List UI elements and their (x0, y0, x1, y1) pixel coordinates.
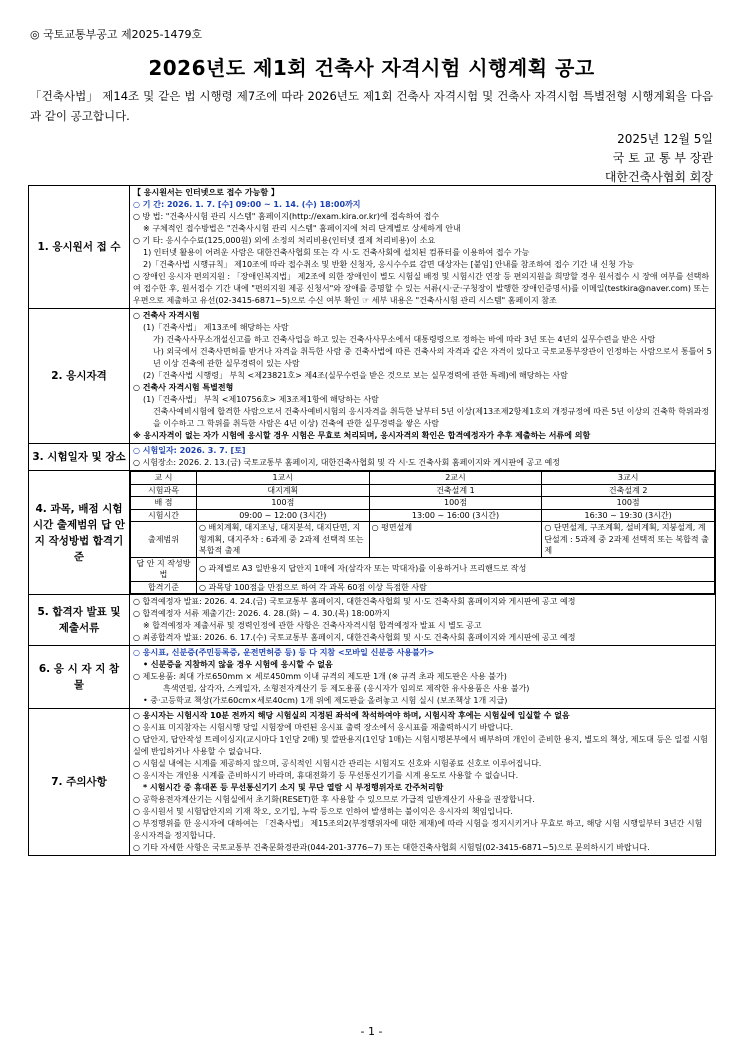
text-line: ○ 기 타: 응시수수료(125,000원) 외에 소정의 처리비용(인터넷 결제 처리비용)이 소요 (133, 236, 436, 245)
section-body (130, 646, 716, 709)
plan-table (28, 185, 716, 856)
text-line: 흑색연필, 삼각자, 스케일자, 소형전자계산기 등 제도용품 (응시자가 임의로 제작한 유사용품은 사용 불가) (163, 684, 530, 693)
text-line: 나) 외국에서 건축사면허를 받거나 자격을 취득한 사람 중 건축사법에 따른 건축사의 자격과 같은 자격이 있다고 국토교통부장관이 인정하는 사람으로서 통틀어 5년 이상 건축에 관한 실무경력이 있는 사람 (153, 347, 712, 368)
section-head: 1. 응시원서 접 수 (29, 186, 130, 309)
table-cell: 2교시 (369, 472, 542, 485)
intro-paragraph: 「건축사법」 제14조 및 같은 법 시행령 제7조에 따라 2026년도 제1회 건축사 자격시험 및 건축사 자격시험 특별전형 시행계획을 다음과 같이 공고합니다. (30, 89, 713, 123)
page-title: 2026년도 제1회 건축사 자격시험 시행계획 공고 (148, 56, 595, 80)
text-line: ○ 시험일자: 2026. 3. 7. [토] (133, 446, 246, 455)
table-cell: 대지계획 (197, 484, 370, 497)
table-cell: 09:00 ~ 12:00 (3시간) (197, 509, 370, 522)
text-line: ○ 방 법: "건축사시험 관리 시스템" 홈페이지(http://exam.kira.or.kr)에 접속하여 접수 (133, 212, 440, 221)
section-head: 5. 합격자 발표 및 제출서류 (29, 595, 130, 646)
text-line: ○ 장애인 응시자 편의지원 : 「장애인복지법」 제2조에 의한 장애인이 별도 시험실 배정 및 시험시간 연장 등 편의지원을 희망할 경우 원서접수 시 장애 여부를 선택하여 접수한 후, 원서접수 기간 내에 "편의지원 제공 신청서"와 장애를 증명할 수 있는 서류(시·군·구청장이 발행한 장애인증명서)를 이메일(testkira@naver.com) 또는 우편으로 제출하고 유선(02-3415-6871~5)으로 수신 여부 확인 ☞ 세부 내용은 "건축사시험 관리 시스템" 홈페이지 참조 (133, 272, 710, 305)
section-body (130, 186, 716, 309)
text-line: ○ 기 간: 2026. 1. 7. [수] 09:00 ~ 1. 14. (수) 18:00까지 (133, 200, 361, 209)
text-line: * 시험시간 중 휴대폰 등 무선통신기기 소지 및 무단 열람 시 부정행위자로 간주처리함 (143, 783, 444, 792)
section-body (130, 444, 716, 471)
text-line: ○ 시험장소: 2026. 2. 13.(금) 국토교통부 홈페이지, 대한건축사협회 및 각 시·도 건축사회 홈페이지와 게시판에 공고 예정 (133, 458, 560, 467)
text-line: ○ 답안지, 답안작성 트레이싱지(교시마다 1인당 2매) 및 깔판용지(1인당 1매)는 시험시행본부에서 배부하며 개인이 준비한 용지, 별도의 책상, 제도대 등은 일절 시험실에 반입하거나 사용할 수 없습니다. (133, 735, 708, 756)
text-line: ○ 응시자는 시험시작 10분 전까지 해당 시험실의 지정된 좌석에 착석하여야 하며, 시험시작 후에는 시험실에 입실할 수 없음 (133, 711, 570, 720)
text-line: ○ 응시원서 및 시험답안지의 기재 착오, 오기입, 누락 등으로 인하여 발생하는 불이익은 응시자의 책임입니다. (133, 807, 513, 816)
text-line: ○ 응시표, 신분증(주민등록증, 운전면허증 등) 등 다 지참 <모바일 신분증 사용불가> (133, 648, 435, 657)
notice-number: ◎ 국토교통부공고 제2025-1479호 (30, 28, 203, 41)
text-line: • 신분증을 지참하지 않을 경우 시험에 응시할 수 없음 (143, 660, 333, 669)
section-head: 4. 과목, 배점 시험시간 출제범위 답 안 지 작성방법 합격기준 (29, 471, 130, 595)
subjects-table (130, 471, 715, 594)
table-cell: 100점 (369, 497, 542, 510)
section-application (29, 186, 716, 309)
row-label: 답 안 지 작성방법 (131, 557, 197, 581)
section-body (130, 309, 716, 444)
text-line: ○ 최종합격자 발표: 2026. 6. 17.(수) 국토교통부 홈페이지, 대한건축사협회 및 시·도 건축사회 홈페이지와 게시판에 공고 예정 (133, 633, 576, 642)
text-line: ○ 공학용전자계산기는 시험실에서 초기화(RESET)한 후 사용할 수 있으므로 가급적 일반계산기 사용을 권장합니다. (133, 795, 535, 804)
text-line: ○ 응시자는 개인용 시계를 준비하시기 바라며, 휴대전화기 등 무선통신기기를 시계 용도로 사용할 수 없습니다. (133, 771, 519, 780)
table-cell: 16:30 ~ 19:30 (3시간) (542, 509, 715, 522)
text-line: ○ 부정행위를 한 응시자에 대하여는 「건축사법」 제15조의2(부정행위자에 대한 제재)에 따라 시험을 정지시키거나 무효로 하고, 해당 시험 시행일부터 3년간 시험 응시자격을 정지합니다. (133, 819, 703, 840)
signer-association: 대한건축사협회 회장 (604, 170, 713, 184)
text-line: ○ 합격예정자 서류 제출기간: 2026. 4. 28.(화) ~ 4. 30.(목) 18:00까지 (133, 609, 390, 618)
section-head: 3. 시험일자 및 장소 (29, 444, 130, 471)
text-line: ○ 건축사 자격시험 (133, 311, 200, 320)
table-cell: ○ 단면설계, 구조계획, 설비계획, 지붕설계, 계단설계 : 5과제 중 2과제 선택적 또는 복합적 출제 (542, 522, 715, 558)
section-date-place (29, 444, 716, 471)
table-cell: ○ 과제별로 A3 일반용지 답안지 1매에 자(삼각자 또는 막대자)를 이용하거나 프리핸드로 작성 (197, 557, 715, 581)
row-label: 시험과목 (131, 484, 197, 497)
text-line: ○ 응시표 미지참자는 시험시행 당일 시험장에 마련된 응시표 출력 장소에서 응시표를 재출력하시기 바랍니다. (133, 723, 514, 732)
table-cell: ○ 배치계획, 대지조닝, 대지분석, 대지단면, 지형계획, 대지주차 : 6과제 중 2과제 선택적 또는 복합적 출제 (197, 522, 370, 558)
text-line: 【 응시원서는 인터넷으로 접수 가능함 】 (133, 188, 279, 197)
text-line: 가) 건축사사무소개설신고를 하고 건축사업을 하고 있는 건축사사무소에서 대통령령으로 정하는 바에 따라 3년 또는 4년의 실무수련을 받은 사람 (153, 335, 656, 344)
text-line: ※ 응시자격이 없는 자가 시험에 응시할 경우 시험은 무효로 처리되며, 응시자격의 확인은 합격예정자가 추후 제출하는 서류에 의함 (133, 431, 591, 440)
text-line: (2)「건축사법 시행령」 부칙 <제23821호> 제4조(실무수련을 받은 것으로 보는 실무경력에 관한 특례)에 해당하는 사람 (143, 371, 568, 380)
signature-block (605, 130, 713, 187)
text-line: ○ 기타 자세한 사항은 국토교통부 건축문화경관과(044-201-3776~7) 또는 대한건축사협회 시험팀(02-3415-6871~5)으로 문의하시기 바랍니다. (133, 843, 650, 852)
issue-date: 2025년 12월 5일 (617, 132, 713, 146)
text-line: ○ 제도용품: 최대 가로650mm × 세로450mm 이내 규격의 제도판 1개 (※ 규격 초과 제도판은 사용 불가) (133, 672, 507, 681)
row-label: 시험시간 (131, 509, 197, 522)
text-line: ※ 구체적인 접수방법은 "건축사시험 관리 시스템" 홈페이지에 처리 단계별로 상세하게 안내 (143, 224, 461, 233)
section-items (29, 646, 716, 709)
section-cautions (29, 709, 716, 856)
section-results (29, 595, 716, 646)
row-label: 배 점 (131, 497, 197, 510)
table-cell: 13:00 ~ 16:00 (3시간) (369, 509, 542, 522)
table-cell: 건축설계 2 (542, 484, 715, 497)
section-body (130, 595, 716, 646)
text-line: 1) 인터넷 활용이 어려운 사람은 대한건축사협회 또는 각 시·도 건축사회에 설치된 컴퓨터를 이용하여 접수 가능 (143, 248, 530, 257)
text-line: 2)「건축사법 시행규칙」 제10조에 따라 접수취소 및 반환 신청자, 응시수수료 감면 대상자는 [붙임] 안내를 참조하여 접수 기간 내 신청 가능 (143, 260, 634, 269)
section-subjects (29, 471, 716, 595)
text-line: ○ 합격예정자 발표: 2026. 4. 24.(금) 국토교통부 홈페이지, 대한건축사협회 및 시·도 건축사회 홈페이지와 게시판에 공고 예정 (133, 597, 576, 606)
table-cell: 3교시 (542, 472, 715, 485)
row-label: 출제범위 (131, 522, 197, 558)
section-head: 2. 응시자격 (29, 309, 130, 444)
table-cell: ○ 과목당 100점을 만점으로 하여 각 과목 60점 이상 득점한 사람 (197, 581, 715, 594)
table-cell: 100점 (542, 497, 715, 510)
text-line: (1)「건축사법」 제13조에 해당하는 사람 (143, 323, 289, 332)
section-head: 6. 응 시 자 지 참 물 (29, 646, 130, 709)
section-eligibility (29, 309, 716, 444)
text-line: ※ 합격예정자 제출서류 및 경력인정에 관한 사항은 건축사자격시험 합격예정자 발표 시 별도 공고 (143, 621, 482, 630)
table-cell: 1교시 (197, 472, 370, 485)
signer-ministry: 국 토 교 통 부 장관 (612, 151, 713, 165)
text-line: 건축사예비시험에 합격한 사람으로서 건축사예비시험의 응시자격을 취득한 날부터 5년 이상(제13조제2항제1호의 개정규정에 따른 5년 이상의 건축학 학위과정을 이수하고 그 학위를 취득한 사람은 4년 이상) 건축에 관한 실무경력을 쌓은 사람 (153, 407, 710, 428)
text-line: ○ 건축사 자격시험 특별전형 (133, 383, 234, 392)
table-cell: 100점 (197, 497, 370, 510)
page-number: - 1 - (360, 1025, 383, 1038)
table-cell: 건축설계 1 (369, 484, 542, 497)
text-line: ○ 시험실 내에는 시계를 제공하지 않으며, 공식적인 시험시간 관리는 시험지도 신호와 시험종료 신호로 이루어집니다. (133, 759, 542, 768)
text-line: (1)「건축사법」 부칙 <제10756호> 제3조제1항에 해당하는 사람 (143, 395, 379, 404)
section-body (130, 471, 716, 595)
row-label: 합격기준 (131, 581, 197, 594)
section-head: 7. 주의사항 (29, 709, 130, 856)
section-body (130, 709, 716, 856)
row-label: 교 시 (131, 472, 197, 485)
table-cell: ○ 평면설계 (369, 522, 542, 558)
text-line: • 중·고등학교 책상(가로60cm×세로40cm) 1개 위에 제도판을 올려놓고 시험 실시 (보조책상 1개 지급) (143, 696, 508, 705)
